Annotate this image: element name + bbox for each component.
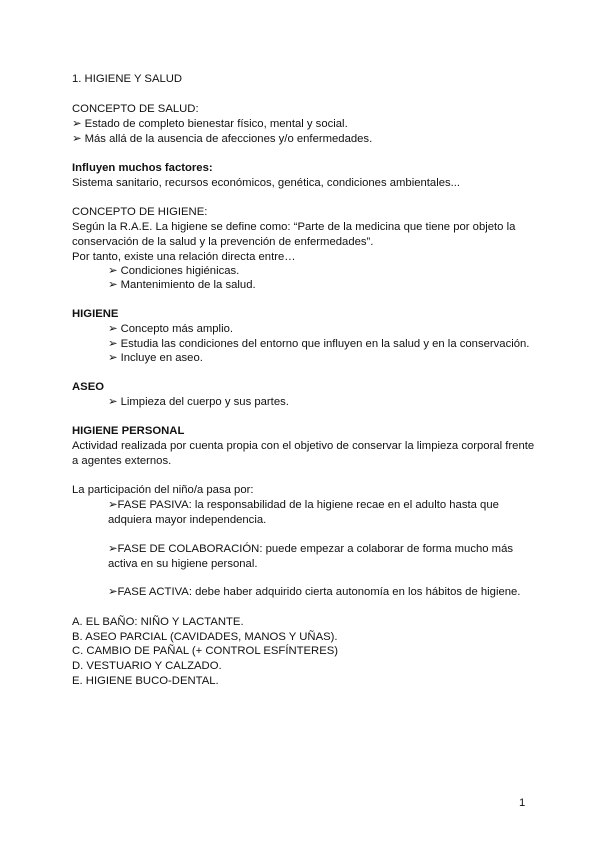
concepto-higiene-heading: CONCEPTO DE HIGIENE: (72, 206, 208, 218)
list-item: C. CAMBIO DE PAÑAL (+ CONTROL ESFÍNTERES) (72, 645, 339, 657)
relation-item: ➢ Mantenimiento de la salud. (108, 279, 256, 291)
page-number: 1 (519, 797, 526, 809)
fase-colaboracion-cont: activa en su higiene personal. (108, 558, 258, 570)
relation-item: ➢ Condiciones higiénicas. (108, 265, 240, 277)
aseo-item: ➢ Limpieza del cuerpo y sus partes. (108, 396, 289, 408)
higiene-heading: HIGIENE (72, 308, 119, 320)
factores-heading: Influyen muchos factores: (72, 162, 213, 174)
concepto-salud-heading: CONCEPTO DE SALUD: (72, 103, 199, 115)
fase-pasiva: ➢FASE PASIVA: la responsabilidad de la higiene recae en el adulto hasta que (108, 499, 499, 511)
higiene-definition-line: conservación de la salud y la prevención de enfermedades”. (72, 236, 374, 248)
higiene-item: ➢ Concepto más amplio. (108, 323, 233, 335)
higiene-personal-text: Actividad realizada por cuenta propia con el objetivo de conservar la limpieza corporal frente (72, 440, 535, 452)
higiene-item: ➢ Incluye en aseo. (108, 352, 203, 364)
fase-colaboracion: ➢FASE DE COLABORACIÓN: puede empezar a colaborar de forma mucho más (108, 543, 514, 555)
higiene-personal-heading: HIGIENE PERSONAL (72, 425, 185, 437)
list-item: D. VESTUARIO Y CALZADO. (72, 660, 222, 672)
aseo-heading: ASEO (72, 381, 105, 393)
higiene-item: ➢ Estudia las condiciones del entorno que influyen en la salud y en la conservación. (108, 338, 530, 350)
section-title: 1. HIGIENE Y SALUD (72, 73, 183, 85)
salud-item: ➢ Estado de completo bienestar físico, mental y social. (72, 118, 348, 130)
fase-pasiva-cont: adquiera mayor independencia. (108, 514, 267, 526)
list-item: B. ASEO PARCIAL (CAVIDADES, MANOS Y UÑAS). (72, 631, 338, 643)
factores-text: Sistema sanitario, recursos económicos, genética, condiciones ambientales... (72, 177, 461, 189)
list-item: E. HIGIENE BUCO-DENTAL. (72, 675, 219, 687)
participacion-intro: La participación del niño/a pasa por: (72, 484, 254, 496)
higiene-personal-text: a agentes externos. (72, 455, 172, 467)
fase-activa: ➢FASE ACTIVA: debe haber adquirido cierta autonomía en los hábitos de higiene. (108, 586, 521, 598)
relation-text: Por tanto, existe una relación directa entre… (72, 251, 296, 263)
list-item: A. EL BAÑO: NIÑO Y LACTANTE. (72, 616, 244, 628)
higiene-definition-line: Según la R.A.E. La higiene se define como: “Parte de la medicina que tiene por objeto la (72, 221, 516, 233)
salud-item: ➢ Más allá de la ausencia de afecciones y/o enfermedades. (72, 133, 373, 145)
